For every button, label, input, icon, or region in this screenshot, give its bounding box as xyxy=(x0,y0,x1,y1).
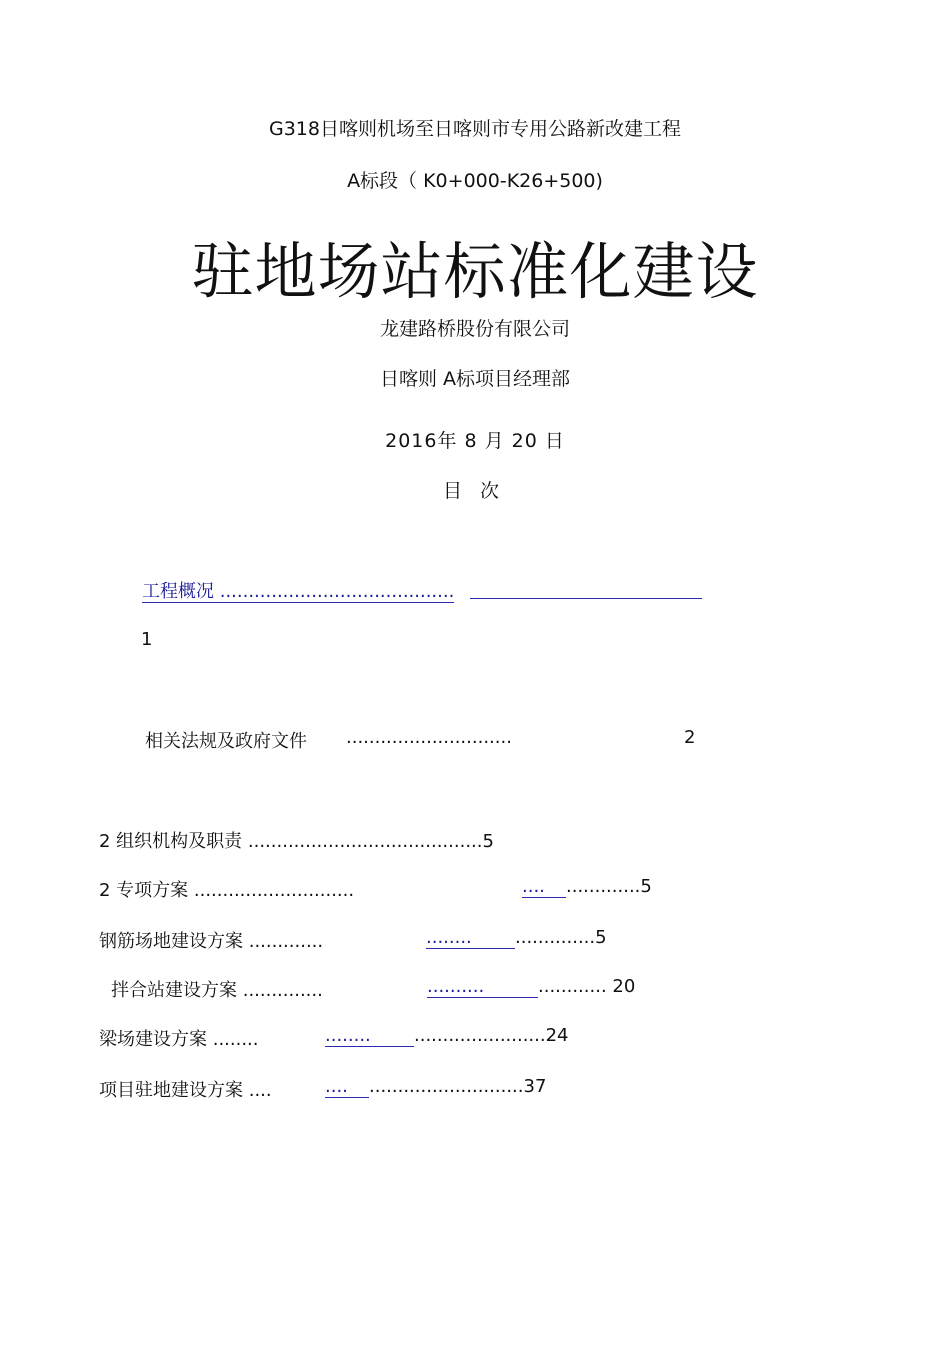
toc-item-overview-label[interactable]: 工程概况 xyxy=(142,581,214,602)
toc-item-special-plans-link-row[interactable] xyxy=(522,876,652,898)
toc-item-special-plans-text: 2 专项方案 ............................ xyxy=(99,880,355,901)
toc-item-overview-dots[interactable]: ......................................... xyxy=(214,581,455,602)
toc-item-mixing-station-link[interactable]: .......... xyxy=(427,976,538,998)
toc-item-beam-yard-link-row[interactable] xyxy=(325,1025,569,1047)
toc-item-project-camp-link-row[interactable] xyxy=(325,1076,546,1098)
toc-heading: 目次 xyxy=(442,480,517,502)
toc-item-special-plans-link[interactable]: .... xyxy=(522,876,566,898)
toc-item-special-plans-page: .............5 xyxy=(566,876,652,897)
toc-item-rebar-yard-page: ..............5 xyxy=(515,927,607,948)
project-line: G318日喀则机场至日喀则市专用公路新改建工程 xyxy=(269,118,681,140)
toc-item-mixing-station-link-row[interactable] xyxy=(427,976,635,998)
toc-item-rebar-yard: 钢筋场地建设方案 ............. xyxy=(99,931,324,952)
toc-item-regulations-label: 相关法规及政府文件 xyxy=(145,731,307,752)
toc-item-beam-yard: 梁场建设方案 ........ xyxy=(99,1029,259,1050)
toc-item-regulations-page: 2 xyxy=(684,727,696,748)
toc-item-mixing-station: 拌合站建设方案 .............. xyxy=(111,980,323,1001)
toc-item-overview-underline xyxy=(470,598,702,599)
toc-item-mixing-station-page: ............ 20 xyxy=(538,976,636,997)
toc-item-project-camp-page: ...........................37 xyxy=(369,1076,547,1097)
toc-item-project-camp-link[interactable]: .... xyxy=(325,1076,369,1098)
toc-item-project-camp: 项目驻地建设方案 .... xyxy=(99,1080,272,1101)
toc-item-regulations-dots: ............................. xyxy=(346,727,512,748)
document-date: 2016年 8 月 20 日 xyxy=(385,430,565,452)
toc-item-overview-page: 1 xyxy=(141,629,153,650)
toc-item-beam-yard-link[interactable]: ........ xyxy=(325,1025,414,1047)
toc-item-beam-yard-page: .......................24 xyxy=(414,1025,569,1046)
toc-item-rebar-yard-link[interactable]: ........ xyxy=(426,927,515,949)
toc-item-organization: 2 组织机构及职责 .........................................5 xyxy=(99,831,494,852)
toc-item-rebar-yard-link-row[interactable] xyxy=(426,927,607,949)
toc-item-special-plans xyxy=(99,876,354,902)
company-name: 龙建路桥股份有限公司 xyxy=(379,318,570,340)
toc-item-overview[interactable] xyxy=(142,577,454,603)
main-title: 驻地场站标准化建设 xyxy=(191,235,759,308)
department-name: 日喀则 A标项目经理部 xyxy=(379,368,571,390)
section-line: A标段（ K0+000-K26+500) xyxy=(347,170,603,192)
